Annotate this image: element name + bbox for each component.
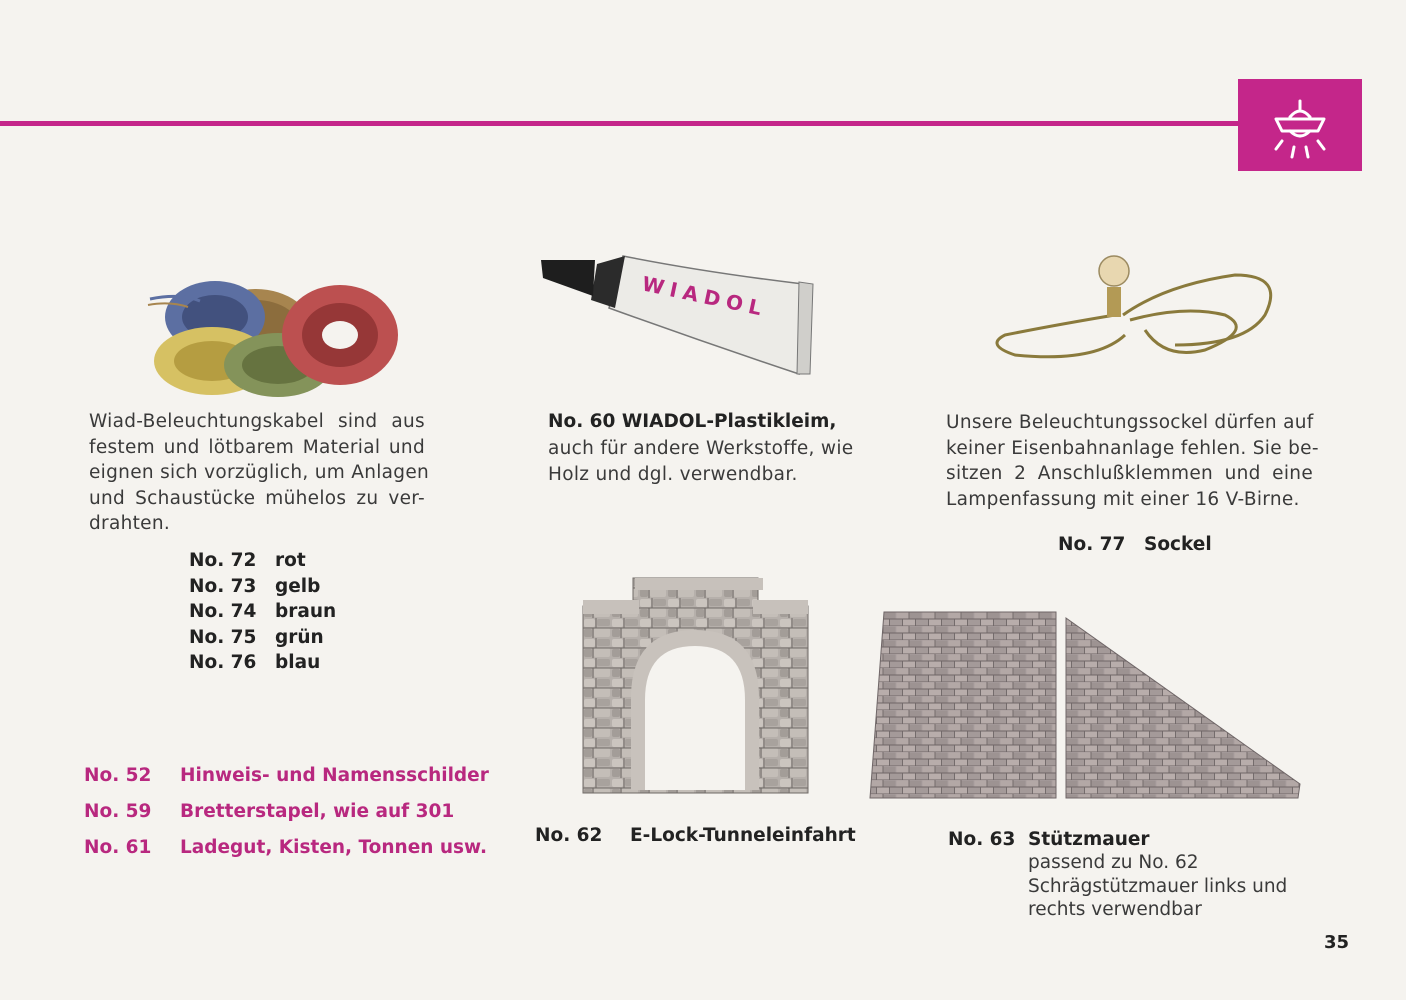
wall-description-line: Schrägstützmauer links und — [1028, 875, 1288, 897]
cable-color-item — [189, 625, 336, 651]
tunnel-portal-image — [583, 578, 808, 793]
wall-description-line: rechts verwendbar — [1028, 899, 1202, 920]
socket-description-line: Unsere Beleuchtungssockel dürfen auf — [946, 412, 1314, 433]
socket-description-line: sitzen 2 Anschlußklemmen und eine — [946, 463, 1313, 484]
extras-item — [84, 793, 489, 829]
item-color: blau — [275, 652, 321, 674]
item-number: No. 75 — [189, 626, 257, 648]
section-tab — [1238, 79, 1362, 171]
item-color: grün — [275, 626, 324, 648]
socket-label-name: Sockel — [1144, 534, 1212, 555]
cable-color-item — [189, 650, 336, 676]
page-number: 35 — [1324, 932, 1350, 953]
cable-coils-image — [140, 235, 415, 400]
cable-description — [89, 409, 430, 537]
glue-description-line: Holz und dgl. verwendbar. — [548, 463, 798, 485]
cable-description-line: festem und lötbarem Material und — [89, 436, 425, 458]
hanging-lamp-icon — [1238, 79, 1362, 171]
item-name: Ladegut, Kisten, Tonnen usw. — [180, 836, 487, 858]
cable-description-line: eignen sich vorzüglich, um Anlagen — [89, 462, 430, 483]
item-number: No. 73 — [189, 575, 257, 597]
item-color: rot — [275, 550, 306, 571]
socket-description-line: Lampenfassung mit einer 16 V-Birne. — [946, 488, 1300, 510]
cable-color-list — [189, 548, 336, 676]
glue-title: No. 60 WIADOL-Plastikleim, — [548, 411, 837, 432]
item-number: No. 52 — [84, 764, 152, 786]
cable-color-item — [189, 599, 336, 625]
tube-label-text: WIADOL — [639, 271, 770, 322]
cable-description-line: Wiad-Beleuchtungskabel sind aus — [89, 411, 425, 432]
header-rule — [0, 121, 1240, 126]
item-number: No. 59 — [84, 800, 152, 822]
wall-description — [1028, 851, 1287, 922]
wall-description-line: passend zu No. 62 — [1028, 852, 1199, 873]
cable-color-item — [189, 548, 336, 574]
item-number: No. 76 — [189, 652, 257, 674]
socket-description — [946, 410, 1319, 512]
item-number: No. 72 — [189, 550, 257, 571]
retaining-wall-image — [870, 612, 1302, 800]
wall-label-name: Stützmauer — [1028, 829, 1150, 850]
glue-description-line: auch für andere Werkstoffe, wie — [548, 438, 854, 459]
cable-description-line: drahten. — [89, 513, 171, 534]
extras-item — [84, 829, 489, 865]
cable-description-line: und Schaustücke mühelos zu ver- — [89, 487, 425, 509]
glue-description — [548, 436, 853, 487]
extras-item — [84, 757, 489, 793]
item-color: gelb — [275, 575, 321, 597]
item-color: braun — [275, 601, 337, 623]
item-number: No. 61 — [84, 836, 152, 858]
item-name: Hinweis- und Namensschilder — [180, 764, 489, 786]
socket-description-line: keiner Eisenbahnanlage fehlen. Sie be- — [946, 437, 1319, 459]
item-number: No. 74 — [189, 601, 257, 623]
cable-color-item — [189, 574, 336, 600]
socket-label-number: No. 77 — [1058, 534, 1126, 555]
lamp-socket-image — [975, 245, 1290, 370]
glue-tube-image — [533, 246, 818, 376]
tunnel-label-name: E-Lock-Tunneleinfahrt — [630, 825, 856, 846]
extras-list — [84, 757, 489, 865]
tunnel-label-number: No. 62 — [535, 825, 603, 846]
wall-label-number: No. 63 — [948, 829, 1016, 850]
item-name: Bretterstapel, wie auf 301 — [180, 800, 455, 822]
